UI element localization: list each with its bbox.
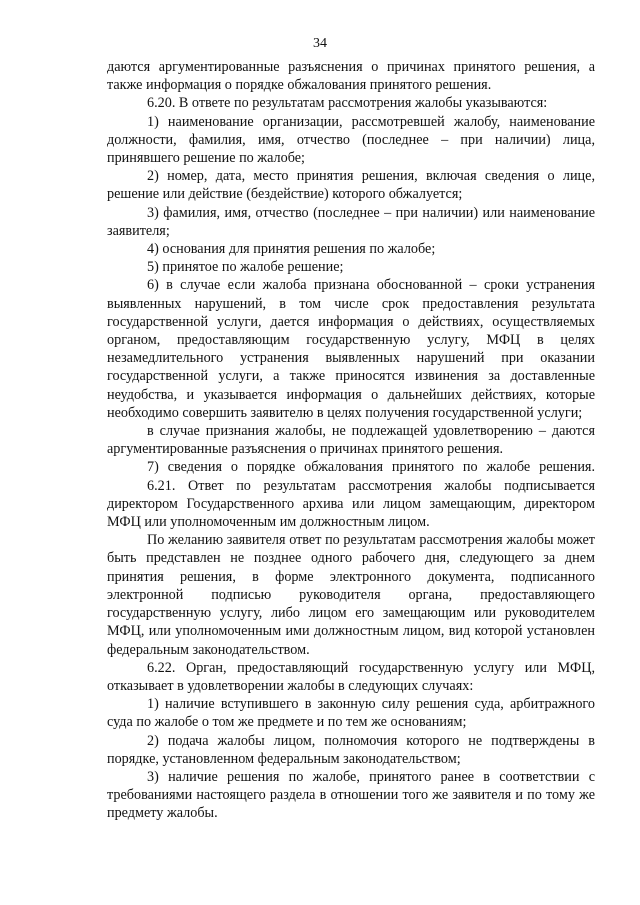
paragraph-6-22: 6.22. Орган, предоставляющий государственную услугу или МФЦ, отказывает в удовлетворении жалобы в следующих случаях: xyxy=(107,659,595,694)
list-item-4: 4) основания для принятия решения по жалобе; xyxy=(147,241,436,258)
list-item-1: 1) наименование организации, рассмотревшей жалобу, наименование должности, фамилия, имя, отчество (последнее – при наличии) лица, принявшего решение по жалобе; xyxy=(107,113,595,167)
list-item-5: 5) принятое по жалобе решение; xyxy=(147,259,344,276)
paragraph-electronic-response: По желанию заявителя ответ по результатам рассмотрения жалобы может быть представлен не позднее одного рабочего дня, следующего за днем принятия решения, в форме электронного документа, подписанного электронной подписью руководителя органа, предоставляющего государственную услугу, либо лицом его замещающим или руководителем МФЦ, или уполномоченным ими должностным лицом, вид которой установлен федеральным законодательством. xyxy=(107,532,595,658)
list-item-7: 7) сведения о порядке обжалования принятого по жалобе решения. xyxy=(147,459,595,476)
paragraph-6-20: 6.20. В ответе по результатам рассмотрения жалобы указываются: xyxy=(147,95,548,112)
paragraph-6-21: 6.21. Ответ по результатам рассмотрения жалобы подписывается директором Государственного архива или лицом замещающим, директором МФЦ или уполномоченным им должностным лицом. xyxy=(107,477,595,531)
paragraph-rejection-case: в случае признания жалобы, не подлежащей удовлетворению – даются аргументированные разъяснения о причинах принятого решения. xyxy=(107,423,595,458)
refusal-item-3: 3) наличие решения по жалобе, принятого ранее в соответствии с требованиями настоящего раздела в отношении того же заявителя и по тому же предмету жалобы. xyxy=(107,768,595,822)
page-number: 34 xyxy=(313,36,327,51)
list-item-2: 2) номер, дата, место принятия решения, включая сведения о лице, решение или действие (бездействие) которого обжалуется; xyxy=(107,168,595,203)
paragraph-continuation: даются аргументированные разъяснения о причинах принятого решения, а также информация о порядке обжалования принятого решения. xyxy=(107,59,595,94)
refusal-item-2: 2) подача жалобы лицом, полномочия которого не подтверждены в порядке, установленном федеральным законодательством; xyxy=(107,732,595,767)
list-item-3: 3) фамилия, имя, отчество (последнее – при наличии) или наименование заявителя; xyxy=(107,204,595,239)
list-item-6: 6) в случае если жалоба признана обоснованной – сроки устранения выявленных нарушений, в том числе срок предоставления результата государственной услуги, дается информация о действиях, осуществляемых органом, предоставляющим государственную услугу, МФЦ в целях незамедлительного устранения выявленных нарушений при оказании государственной услуги, а также приносятся извинения за доставленные неудобства, и указывается информация о дальнейших действиях, которые необходимо совершить заявителю в целях получения государственной услуги; xyxy=(107,277,595,421)
refusal-item-1: 1) наличие вступившего в законную силу решения суда, арбитражного суда по жалобе о том же предмете и по тем же основаниям; xyxy=(107,696,595,731)
document-body xyxy=(107,58,595,823)
